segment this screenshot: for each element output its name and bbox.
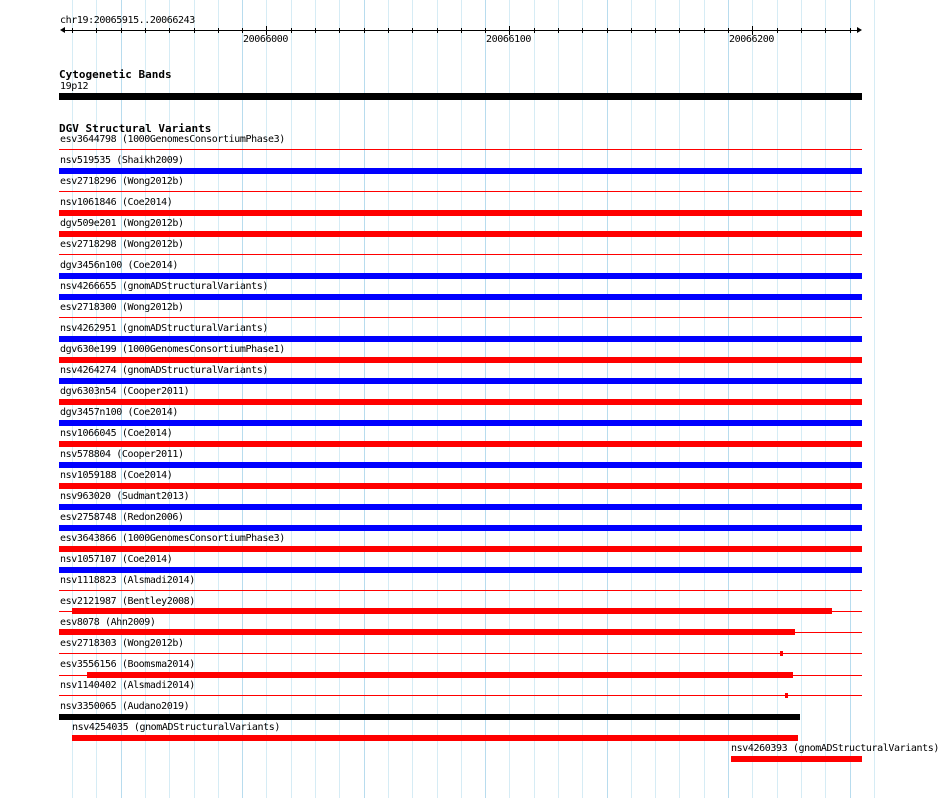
ruler-minor-tick	[169, 28, 170, 33]
ruler-left-arrow-icon	[60, 27, 65, 33]
variant-label: esv2718298 (Wong2012b)	[60, 239, 184, 250]
variant-label: dgv6303n54 (Cooper2011)	[60, 386, 190, 397]
ruler-minor-tick	[72, 28, 73, 33]
ruler-minor-tick	[437, 28, 438, 33]
ruler-minor-tick	[96, 28, 97, 33]
variant-bar[interactable]	[59, 441, 862, 447]
variant-bar[interactable]	[59, 546, 862, 552]
ruler-tick-label: 20066200	[729, 34, 774, 45]
variant-bar[interactable]	[59, 567, 862, 573]
ruler-tick-label: 20066000	[243, 34, 288, 45]
variant-bar[interactable]	[59, 590, 862, 591]
ruler-minor-tick	[704, 28, 705, 33]
variant-bar[interactable]	[59, 168, 862, 174]
variant-bar[interactable]	[59, 336, 862, 342]
variant-label: nsv519535 (Shaikh2009)	[60, 155, 184, 166]
variant-label: dgv630e199 (1000GenomesConsortiumPhase1)	[60, 344, 285, 355]
location-label: chr19:20065915..20066243	[60, 15, 195, 26]
variant-bar[interactable]	[785, 693, 788, 698]
track-title: Cytogenetic Bands	[59, 68, 172, 81]
variant-label: esv8078 (Ahn2009)	[60, 617, 156, 628]
ruler-minor-tick	[777, 28, 778, 33]
variant-label: nsv963020 (Sudmant2013)	[60, 491, 190, 502]
variant-bar[interactable]	[59, 231, 862, 237]
variant-label: nsv4264274 (gnomADStructuralVariants)	[60, 365, 268, 376]
ruler-minor-tick	[582, 28, 583, 33]
variant-label: esv2718300 (Wong2012b)	[60, 302, 184, 313]
ruler-minor-tick	[825, 28, 826, 33]
variant-label: nsv4266655 (gnomADStructuralVariants)	[60, 281, 268, 292]
ruler-minor-tick	[485, 28, 486, 33]
variant-bar[interactable]	[59, 714, 800, 720]
ruler-minor-tick	[242, 28, 243, 33]
ruler-minor-tick	[218, 28, 219, 33]
variant-bar[interactable]	[59, 378, 862, 384]
ruler-minor-tick	[607, 28, 608, 33]
ruler-right-arrow-icon	[857, 27, 862, 33]
variant-bar[interactable]	[59, 191, 862, 192]
variant-bar[interactable]	[87, 672, 793, 678]
variant-label: nsv1140402 (Alsmadi2014)	[60, 680, 195, 691]
variant-bar[interactable]	[59, 525, 862, 531]
variant-bar[interactable]	[59, 210, 862, 216]
variant-label: esv3644798 (1000GenomesConsortiumPhase3)	[60, 134, 285, 145]
variant-bar[interactable]	[72, 735, 798, 741]
variant-bar[interactable]	[72, 608, 832, 614]
track-title: DGV Structural Variants	[59, 122, 212, 135]
ruler-minor-tick	[145, 28, 146, 33]
ruler-minor-tick	[194, 28, 195, 33]
variant-bar[interactable]	[59, 149, 862, 150]
grid-line	[874, 0, 875, 798]
variant-label: nsv3350065 (Audano2019)	[60, 701, 190, 712]
ruler-minor-tick	[850, 28, 851, 33]
variant-label: dgv509e201 (Wong2012b)	[60, 218, 184, 229]
variant-bar[interactable]	[59, 399, 862, 405]
variant-bar[interactable]	[59, 462, 862, 468]
variant-bar[interactable]	[59, 483, 862, 489]
variant-label: esv2718296 (Wong2012b)	[60, 176, 184, 187]
variant-label: nsv1059188 (Coe2014)	[60, 470, 173, 481]
variant-bar[interactable]	[59, 317, 862, 318]
variant-label: esv3556156 (Boomsma2014)	[60, 659, 195, 670]
ruler-tick-label: 20066100	[486, 34, 531, 45]
variant-connector-line	[59, 695, 862, 696]
variant-label: nsv4262951 (gnomADStructuralVariants)	[60, 323, 268, 334]
ruler-minor-tick	[339, 28, 340, 33]
cytoband-bar[interactable]	[59, 93, 862, 100]
ruler-minor-tick	[388, 28, 389, 33]
variant-label: dgv3456n100 (Coe2014)	[60, 260, 179, 271]
variant-connector-line	[59, 653, 862, 654]
variant-bar[interactable]	[59, 254, 862, 255]
variant-bar[interactable]	[59, 357, 862, 363]
variant-label: nsv4260393 (gnomADStructuralVariants)	[731, 743, 939, 754]
variant-bar[interactable]	[59, 420, 862, 426]
ruler-minor-tick	[558, 28, 559, 33]
variant-bar[interactable]	[780, 651, 783, 656]
ruler-minor-tick	[631, 28, 632, 33]
variant-label: nsv578804 (Cooper2011)	[60, 449, 184, 460]
band-label: 19p12	[60, 81, 89, 92]
variant-bar[interactable]	[59, 629, 795, 635]
ruler-minor-tick	[534, 28, 535, 33]
ruler-minor-tick	[364, 28, 365, 33]
ruler-minor-tick	[412, 28, 413, 33]
ruler-minor-tick	[679, 28, 680, 33]
ruler-minor-tick	[801, 28, 802, 33]
variant-label: esv2758748 (Redon2006)	[60, 512, 184, 523]
variant-label: nsv1057107 (Coe2014)	[60, 554, 173, 565]
variant-label: nsv4254035 (gnomADStructuralVariants)	[72, 722, 280, 733]
variant-label: nsv1066045 (Coe2014)	[60, 428, 173, 439]
variant-bar[interactable]	[59, 273, 862, 279]
variant-label: nsv1061846 (Coe2014)	[60, 197, 173, 208]
variant-label: esv2121987 (Bentley2008)	[60, 596, 195, 607]
ruler-minor-tick	[121, 28, 122, 33]
variant-bar[interactable]	[59, 504, 862, 510]
variant-bar[interactable]	[731, 756, 862, 762]
variant-bar[interactable]	[59, 294, 862, 300]
variant-label: esv3643866 (1000GenomesConsortiumPhase3)	[60, 533, 285, 544]
ruler-minor-tick	[461, 28, 462, 33]
variant-label: esv2718303 (Wong2012b)	[60, 638, 184, 649]
ruler-minor-tick	[728, 28, 729, 33]
ruler-minor-tick	[315, 28, 316, 33]
ruler-minor-tick	[655, 28, 656, 33]
variant-label: nsv1118823 (Alsmadi2014)	[60, 575, 195, 586]
variant-label: dgv3457n100 (Coe2014)	[60, 407, 179, 418]
ruler-minor-tick	[291, 28, 292, 33]
